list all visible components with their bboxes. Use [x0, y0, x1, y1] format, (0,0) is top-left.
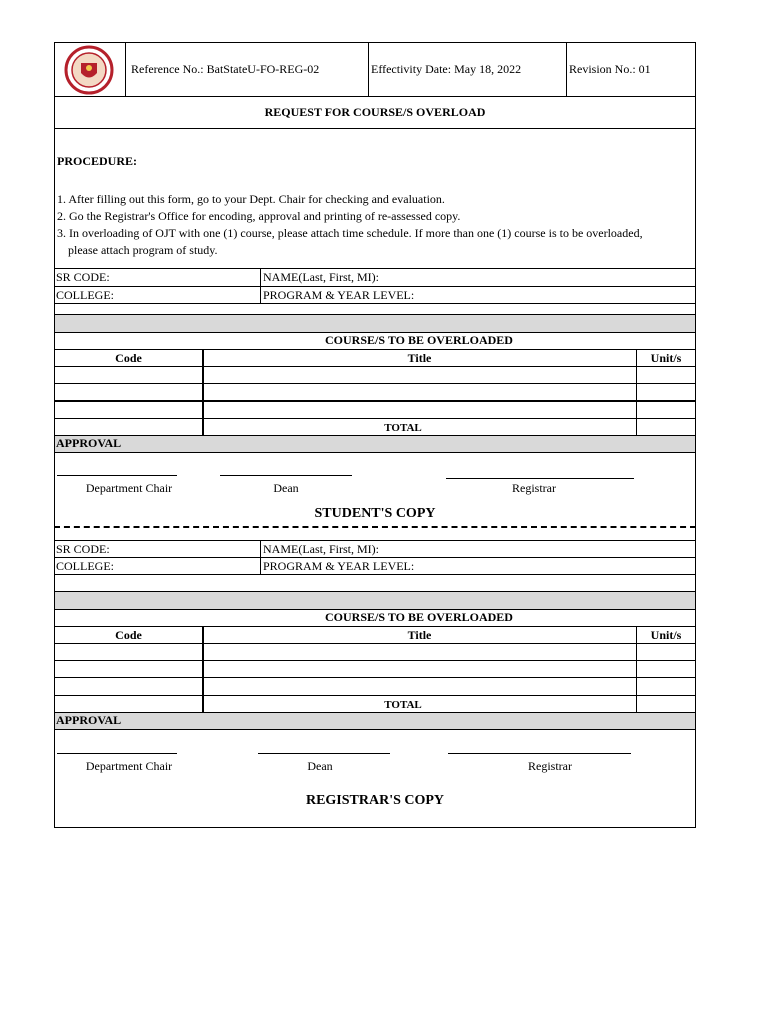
title-header: Title — [407, 628, 432, 642]
total-label: TOTAL — [384, 422, 422, 434]
signature-line — [57, 475, 177, 476]
sr-code-label: SR CODE: — [56, 542, 110, 556]
shaded-row — [55, 436, 695, 452]
department-chair-label: Department Chair — [85, 481, 173, 495]
table-row — [54, 383, 696, 384]
shaded-row — [55, 315, 695, 332]
student-copy-heading: STUDENT'S COPY — [314, 506, 436, 521]
approval-heading: APPROVAL — [56, 436, 122, 450]
table-row — [54, 643, 696, 644]
code-header: Code — [115, 628, 142, 642]
program-label: PROGRAM & YEAR LEVEL: — [263, 559, 415, 573]
column-divider — [636, 626, 637, 712]
divider — [54, 540, 696, 541]
units-header: Unit/s — [650, 628, 682, 642]
divider — [54, 96, 696, 97]
signature-line — [448, 753, 631, 754]
total-label: TOTAL — [384, 699, 422, 711]
field-divider — [260, 268, 261, 303]
revision-number: Revision No.: 01 — [569, 62, 651, 76]
signature-line — [220, 475, 352, 476]
college-label: COLLEGE: — [56, 288, 114, 302]
procedure-heading: PROCEDURE: — [57, 154, 137, 168]
effectivity-date: Effectivity Date: May 18, 2022 — [371, 62, 522, 76]
courses-heading: COURSE/S TO BE OVERLOADED — [325, 610, 513, 624]
shaded-row — [55, 592, 695, 609]
field-divider — [260, 540, 261, 574]
divider — [54, 557, 696, 558]
department-chair-label: Department Chair — [85, 759, 173, 773]
divider — [54, 268, 696, 269]
header-divider — [125, 43, 126, 96]
table-row — [54, 695, 696, 696]
signature-line — [446, 478, 634, 479]
table-row — [54, 418, 696, 419]
units-header: Unit/s — [650, 351, 682, 365]
divider — [54, 303, 696, 304]
procedure-step: please attach program of study. — [68, 243, 218, 257]
divider — [54, 574, 696, 575]
dean-label: Dean — [307, 759, 333, 773]
name-label: NAME(Last, First, MI): — [263, 270, 379, 284]
title-header: Title — [407, 351, 432, 365]
sr-code-label: SR CODE: — [56, 270, 110, 284]
registrar-label: Registrar — [528, 759, 572, 773]
approval-heading: APPROVAL — [56, 713, 122, 727]
table-row — [54, 660, 696, 661]
registrar-copy-heading: REGISTRAR'S COPY — [305, 793, 445, 808]
dean-label: Dean — [273, 481, 299, 495]
divider — [54, 626, 696, 627]
shaded-row — [55, 713, 695, 729]
procedure-step: 1. After filling out this form, go to your Dept. Chair for checking and evaluation. — [57, 192, 445, 206]
table-row — [54, 366, 696, 367]
divider — [54, 286, 696, 287]
header-divider — [566, 43, 567, 96]
signature-line — [258, 753, 390, 754]
name-label: NAME(Last, First, MI): — [263, 542, 379, 556]
signature-line — [57, 753, 177, 754]
university-seal-icon — [59, 45, 120, 95]
procedure-step: 2. Go the Registrar's Office for encoding, approval and printing of re-assessed copy. — [57, 209, 461, 223]
table-row — [54, 400, 696, 402]
reference-number: Reference No.: BatStateU-FO-REG-02 — [131, 62, 320, 76]
divider — [54, 452, 696, 453]
column-divider — [636, 349, 637, 435]
divider — [54, 128, 696, 129]
form-title: REQUEST FOR COURSE/S OVERLOAD — [264, 105, 486, 119]
courses-heading: COURSE/S TO BE OVERLOADED — [325, 333, 513, 347]
procedure-step: 3. In overloading of OJT with one (1) course, please attach time schedule. If more than one (1) course is to be overloaded, — [57, 226, 643, 240]
cut-line — [54, 526, 696, 528]
college-label: COLLEGE: — [56, 559, 114, 573]
divider — [54, 349, 696, 350]
code-header: Code — [115, 351, 142, 365]
registrar-label: Registrar — [512, 481, 556, 495]
divider — [54, 729, 696, 730]
program-label: PROGRAM & YEAR LEVEL: — [263, 288, 415, 302]
header-divider — [368, 43, 369, 96]
table-row — [54, 677, 696, 678]
